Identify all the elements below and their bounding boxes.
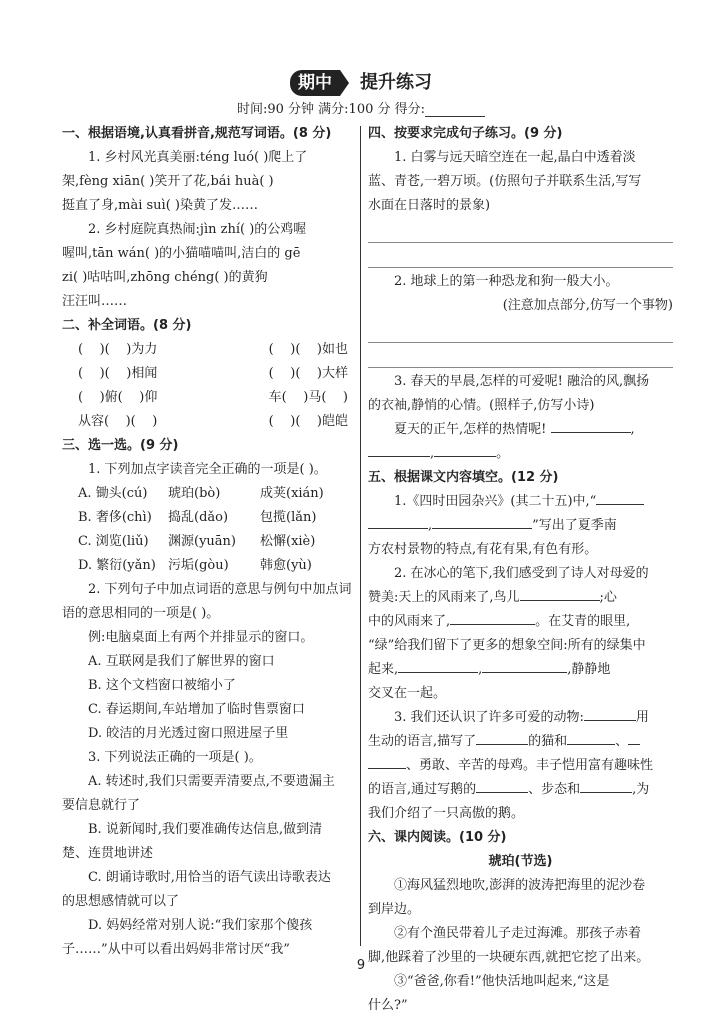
- page-number: 9: [356, 958, 366, 973]
- s5-text: ”写出了夏季南: [532, 518, 617, 533]
- s5-q3: [368, 754, 673, 778]
- section-3-title: 三、选一选。(9 分): [62, 438, 179, 453]
- section-6-title: 六、课内阅读。(10 分): [368, 830, 507, 845]
- q2-option: B. 这个文档窗口被缩小了: [88, 678, 236, 693]
- exam-info: [0, 98, 722, 117]
- s3-q2-example: 例:电脑桌面上有两个并排显示的窗口。: [88, 630, 314, 645]
- answer-blank[interactable]: [567, 730, 615, 745]
- section-5-title: 五、根据课文内容填空。(12 分): [368, 470, 559, 485]
- punct: 。: [496, 446, 510, 461]
- s5-q3: [368, 778, 673, 802]
- s4-q3-line: [368, 418, 673, 442]
- s4-q3-prompt: 夏天的正午,怎样的热情呢!: [394, 422, 547, 437]
- idiom-item: 车( )马( ): [268, 390, 348, 405]
- passage-line: 脚,他踩着了沙里的一块硬东西,就把它挖了出来。: [368, 950, 650, 965]
- idiom-item: ( )( )如也: [268, 342, 348, 357]
- idiom-item: ( )( )大样: [268, 366, 348, 381]
- idiom-item: 从容( )( ): [78, 414, 158, 429]
- punct: ,: [430, 446, 435, 461]
- s5-text: 1.《四时田园杂兴》(其二十五)中,“: [394, 494, 597, 509]
- idiom-row: [62, 410, 352, 434]
- s5-text: 的语言,通过写鹅的: [368, 782, 477, 797]
- column-divider: [360, 126, 361, 946]
- answer-blank[interactable]: [551, 418, 631, 433]
- s5-text: 、勇敢、辛苦的母鸡。丰子恺用富有趣味性: [406, 758, 654, 773]
- s5-text: ,为: [632, 782, 650, 797]
- s4-q1: 1. 白雾与远天暗空连在一起,晶白中透着淡: [394, 150, 636, 165]
- option-text: 渊源(yuān): [168, 534, 236, 549]
- answer-blank[interactable]: [476, 730, 528, 745]
- q2-option: C. 春运期间,车站增加了临时售票窗口: [88, 702, 305, 717]
- s5-q1: , ”写出了夏季南: [368, 514, 673, 538]
- answer-blank[interactable]: [476, 778, 528, 793]
- s5-text: 的猫和: [528, 734, 568, 749]
- s5-q2: [368, 586, 673, 610]
- option-text: 包揽(lǎn): [260, 510, 317, 525]
- q3-option: B. 说新闻时,我们要准确传达信息,做到清: [88, 822, 323, 837]
- q3-option: C. 朗诵诗歌时,用恰当的语气读出诗歌表达: [88, 870, 331, 885]
- s3-q2: 语的意思相同的一项是( )。: [62, 606, 220, 621]
- section-1-title: 一、根据语境,认真看拼音,规范写词语。(8 分): [62, 126, 332, 141]
- q3-option: 子……”从中可以看出妈妈非常讨厌“我”: [62, 942, 290, 957]
- passage-title: 琥珀(节选): [488, 854, 553, 869]
- option-text: C. 浏览(liǔ): [78, 534, 149, 549]
- s5-text: 、步态和: [528, 782, 581, 797]
- s4-q1: 水面在日落时的景象): [368, 198, 491, 213]
- option-text: 成荚(xián): [260, 486, 324, 501]
- s5-q1: [368, 490, 673, 514]
- right-column: [368, 122, 673, 1018]
- q1-option: [62, 554, 352, 578]
- s1-line: 汪汪叫……: [62, 294, 128, 309]
- q3-option: D. 妈妈经常对别人说:“我们家那个傻孩: [88, 918, 313, 933]
- q3-option: 楚、连贯地讲述: [62, 846, 154, 861]
- s5-q2: “绿”给我们留下了更多的想象空间:所有的绿集中: [368, 638, 646, 653]
- answer-blank[interactable]: [368, 754, 406, 769]
- s4-q3: 3. 春天的早晨,怎样的可爱呢! 融洽的风,飘扬: [394, 374, 650, 389]
- answer-line[interactable]: [368, 245, 673, 268]
- answer-blank[interactable]: [434, 442, 496, 457]
- q3-option: 的思想感情就可以了: [62, 894, 180, 909]
- s5-q3: 我们介绍了一只高傲的鹅。: [368, 806, 525, 821]
- s4-q1: 蓝、青苍,一碧万顷。(仿照句子并联系生活,写写: [368, 174, 642, 189]
- option-text: 污垢(gòu): [168, 558, 229, 573]
- idiom-item: ( )( )皑皑: [268, 414, 348, 429]
- s5-text: 用: [635, 710, 649, 725]
- s5-q2: 交叉在一起。: [368, 686, 447, 701]
- passage-line: ③“爸爸,你看!”他快活地叫起来,“这是: [394, 974, 610, 989]
- answer-blank[interactable]: [482, 658, 567, 673]
- page-header: [0, 68, 722, 96]
- passage-line: 到岸边。: [368, 902, 421, 917]
- s1-line: 1. 乡村风光真美丽:téng luó( )爬上了: [88, 150, 308, 165]
- left-column: [62, 122, 352, 962]
- s3-q3: 3. 下列说法正确的一项是( )。: [88, 750, 262, 765]
- option-text: 松懈(xiè): [260, 534, 316, 549]
- badge-label: 期中: [290, 70, 340, 96]
- idiom-item: ( )俯( )仰: [78, 390, 158, 405]
- s1-line: 2. 乡村庭院真热闹:jìn zhí( )的公鸡喔: [88, 222, 307, 237]
- s5-q2: [368, 610, 673, 634]
- answer-blank[interactable]: [432, 514, 532, 529]
- s5-text: ,静静地: [567, 662, 611, 677]
- idiom-row: [62, 362, 352, 386]
- q1-option: [62, 482, 352, 506]
- s5-text: 中的风雨来了,: [368, 614, 451, 629]
- answer-line[interactable]: [368, 345, 673, 368]
- option-text: 捣乱(dǎo): [168, 510, 229, 525]
- s5-text: 生动的语言,描写了: [368, 734, 477, 749]
- s5-text: 起来,: [368, 662, 399, 677]
- score-blank[interactable]: [425, 104, 485, 117]
- option-text: A. 锄头(cú): [78, 486, 148, 501]
- answer-blank[interactable]: [520, 586, 600, 601]
- q3-option: A. 转述时,我们只需要弄清要点,不要遗漏主: [88, 774, 335, 789]
- s5-text: 。在艾青的眼里,: [535, 614, 631, 629]
- idiom-row: [62, 386, 352, 410]
- answer-blank[interactable]: [596, 490, 644, 505]
- s5-text: 赞美:天上的风雨来了,鸟儿: [368, 590, 520, 605]
- option-text: B. 奢侈(chì): [78, 510, 152, 525]
- passage-line: 什么?”: [368, 998, 408, 1013]
- answer-blank[interactable]: [450, 610, 535, 625]
- s1-line: 喔叫,tān wán( )的小猫喵喵叫,洁白的 gē: [62, 246, 301, 261]
- s1-line: zi( )咕咕叫,zhōng chéng( )的黄狗: [62, 270, 268, 285]
- s5-text: 、: [615, 734, 629, 749]
- s5-text: 3. 我们还认识了许多可爱的动物:: [394, 710, 584, 725]
- s5-q2: 2. 在冰心的笔下,我们感受到了诗人对母爱的: [394, 566, 649, 581]
- s3-q1: 1. 下列加点字读音完全正确的一项是( )。: [88, 462, 327, 477]
- answer-blank[interactable]: [580, 778, 632, 793]
- section-2-title: 二、补全词语。(8 分): [62, 318, 192, 333]
- s5-q2: 起来, , ,静静地: [368, 658, 673, 682]
- answer-line[interactable]: [368, 320, 673, 343]
- page-title: 提升练习: [360, 72, 433, 93]
- s1-line: 架,fèng xiān( )笑开了花,bái huà( ): [62, 174, 274, 189]
- s4-q2-note: (注意加点部分,仿写一个事物): [502, 298, 673, 313]
- s3-q2: 2. 下列句子中加点词语的意思与例句中加点词: [88, 582, 352, 597]
- answer-blank[interactable]: [368, 442, 430, 457]
- s4-q3: 的衣袖,静悄的心情。(照样子,仿写小诗): [368, 398, 595, 413]
- badge-arrow-icon: [340, 70, 349, 96]
- header-badge: [290, 70, 349, 96]
- exam-info-text: 时间:90 分钟 满分:100 分 得分:: [236, 102, 426, 117]
- s5-q3: [368, 706, 673, 730]
- q3-option: 要信息就行了: [62, 798, 141, 813]
- s5-text: ;心: [599, 590, 617, 605]
- idiom-row: [62, 338, 352, 362]
- s5-q3: [368, 730, 673, 754]
- q2-option: D. 皎洁的月光透过窗口照进屋子里: [88, 726, 289, 741]
- punct: ,: [630, 422, 635, 437]
- s1-line: 挺直了身,mài suì( )染黄了发……: [62, 198, 258, 213]
- answer-blank[interactable]: [584, 706, 636, 721]
- option-text: 琥珀(bò): [168, 486, 221, 501]
- answer-blank[interactable]: [368, 514, 428, 529]
- option-text: D. 繁衍(yǎn): [78, 558, 156, 573]
- passage-line: ①海风猛烈地吹,澎湃的波涛把海里的泥沙卷: [394, 878, 646, 893]
- q1-option: [62, 506, 352, 530]
- idiom-item: ( )( )为力: [78, 342, 158, 357]
- section-4-title: 四、按要求完成句子练习。(9 分): [368, 126, 563, 141]
- s4-q2: 2. 地球上的第一种恐龙和狗一般大小。: [394, 274, 619, 289]
- idiom-item: ( )( )相闻: [78, 366, 158, 381]
- q1-option: [62, 530, 352, 554]
- passage-line: ②有个渔民带着儿子走过海滩。那孩子赤着: [394, 926, 642, 941]
- answer-line[interactable]: [368, 220, 673, 243]
- q2-option: A. 互联网是我们了解世界的窗口: [88, 654, 275, 669]
- s4-q3-line: [368, 442, 673, 466]
- answer-blank[interactable]: [398, 658, 478, 673]
- s5-q1: 方农村景物的特点,有花有果,有色有形。: [368, 542, 598, 557]
- answer-blank[interactable]: [628, 730, 640, 745]
- option-text: 韩愈(yù): [260, 558, 312, 573]
